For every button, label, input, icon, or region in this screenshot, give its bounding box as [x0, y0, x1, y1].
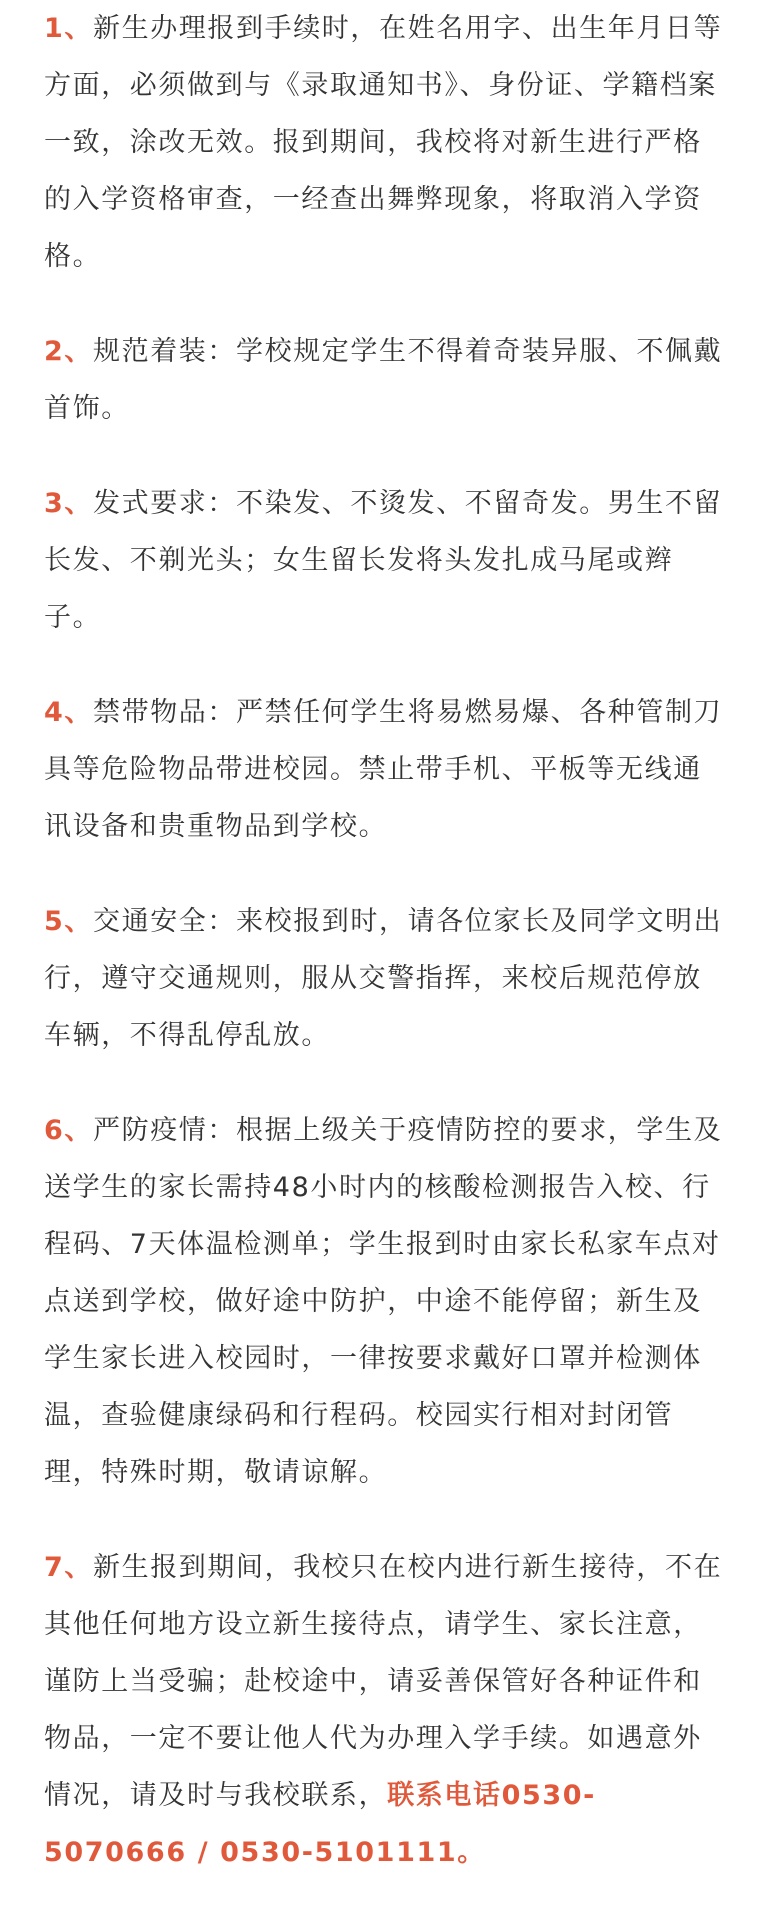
- item-number: 1: [44, 13, 65, 44]
- item-separator: 、: [64, 13, 93, 44]
- notice-item-7: [44, 1539, 724, 1881]
- item-text: 规范着装：学校规定学生不得着奇装异服、不佩戴首饰。: [44, 336, 723, 424]
- notice-item-2: [44, 323, 724, 437]
- item-text: 新生报到期间，我校只在校内进行新生接待，不在其他任何地方设立新生接待点，请学生、家长注意，谨防上当受骗；赴校途中，请妥善保管好各种证件和物品，一定不要让他人代为办理入学手续。如遇意外情况，请及时与我校联系，: [44, 1552, 723, 1811]
- item-number: 7: [44, 1552, 65, 1583]
- notice-item-6: [44, 1102, 724, 1501]
- notice-item-1: [44, 0, 724, 285]
- item-text: 严防疫情：根据上级关于疫情防控的要求，学生及送学生的家长需持48小时内的核酸检测报告入校、行程码、7天体温检测单；学生报到时由家长私家车点对点送到学校，做好途中防护，中途不能停留；新生及学生家长进入校园时，一律按要求戴好口罩并检测体温，查验健康绿码和行程码。校园实行相对封闭管理，特殊时期，敬请谅解。: [44, 1115, 723, 1488]
- item-text: 新生办理报到手续时，在姓名用字、出生年月日等方面，必须做到与《录取通知书》、身份证、学籍档案一致，涂改无效。报到期间，我校将对新生进行严格的入学资格审查，一经查出舞弊现象，将取消入学资格。: [44, 13, 723, 272]
- item-number: 6: [44, 1115, 65, 1146]
- item-text: 交通安全：来校报到时，请各位家长及同学文明出行，遵守交通规则，服从交警指挥，来校后规范停放车辆，不得乱停乱放。: [44, 906, 723, 1051]
- item-separator: 、: [64, 336, 93, 367]
- item-text: 发式要求：不染发、不烫发、不留奇发。男生不留长发、不剃光头；女生留长发将头发扎成马尾或辫子。: [44, 488, 723, 633]
- notice-item-4: [44, 684, 724, 855]
- item-separator: 、: [64, 697, 93, 728]
- item-separator: 、: [64, 1115, 93, 1146]
- contact-phone: 联系电话0530-5070666 / 0530-5101111。: [44, 1780, 596, 1868]
- item-separator: 、: [64, 488, 93, 519]
- item-number: 3: [44, 488, 65, 519]
- item-number: 4: [44, 697, 65, 728]
- item-number: 2: [44, 336, 65, 367]
- item-text: 禁带物品：严禁任何学生将易燃易爆、各种管制刀具等危险物品带进校园。禁止带手机、平板等无线通讯设备和贵重物品到学校。: [44, 697, 723, 842]
- notice-item-3: [44, 475, 724, 646]
- notice-item-5: [44, 893, 724, 1064]
- item-separator: 、: [64, 1552, 93, 1583]
- item-number: 5: [44, 906, 65, 937]
- item-separator: 、: [64, 906, 93, 937]
